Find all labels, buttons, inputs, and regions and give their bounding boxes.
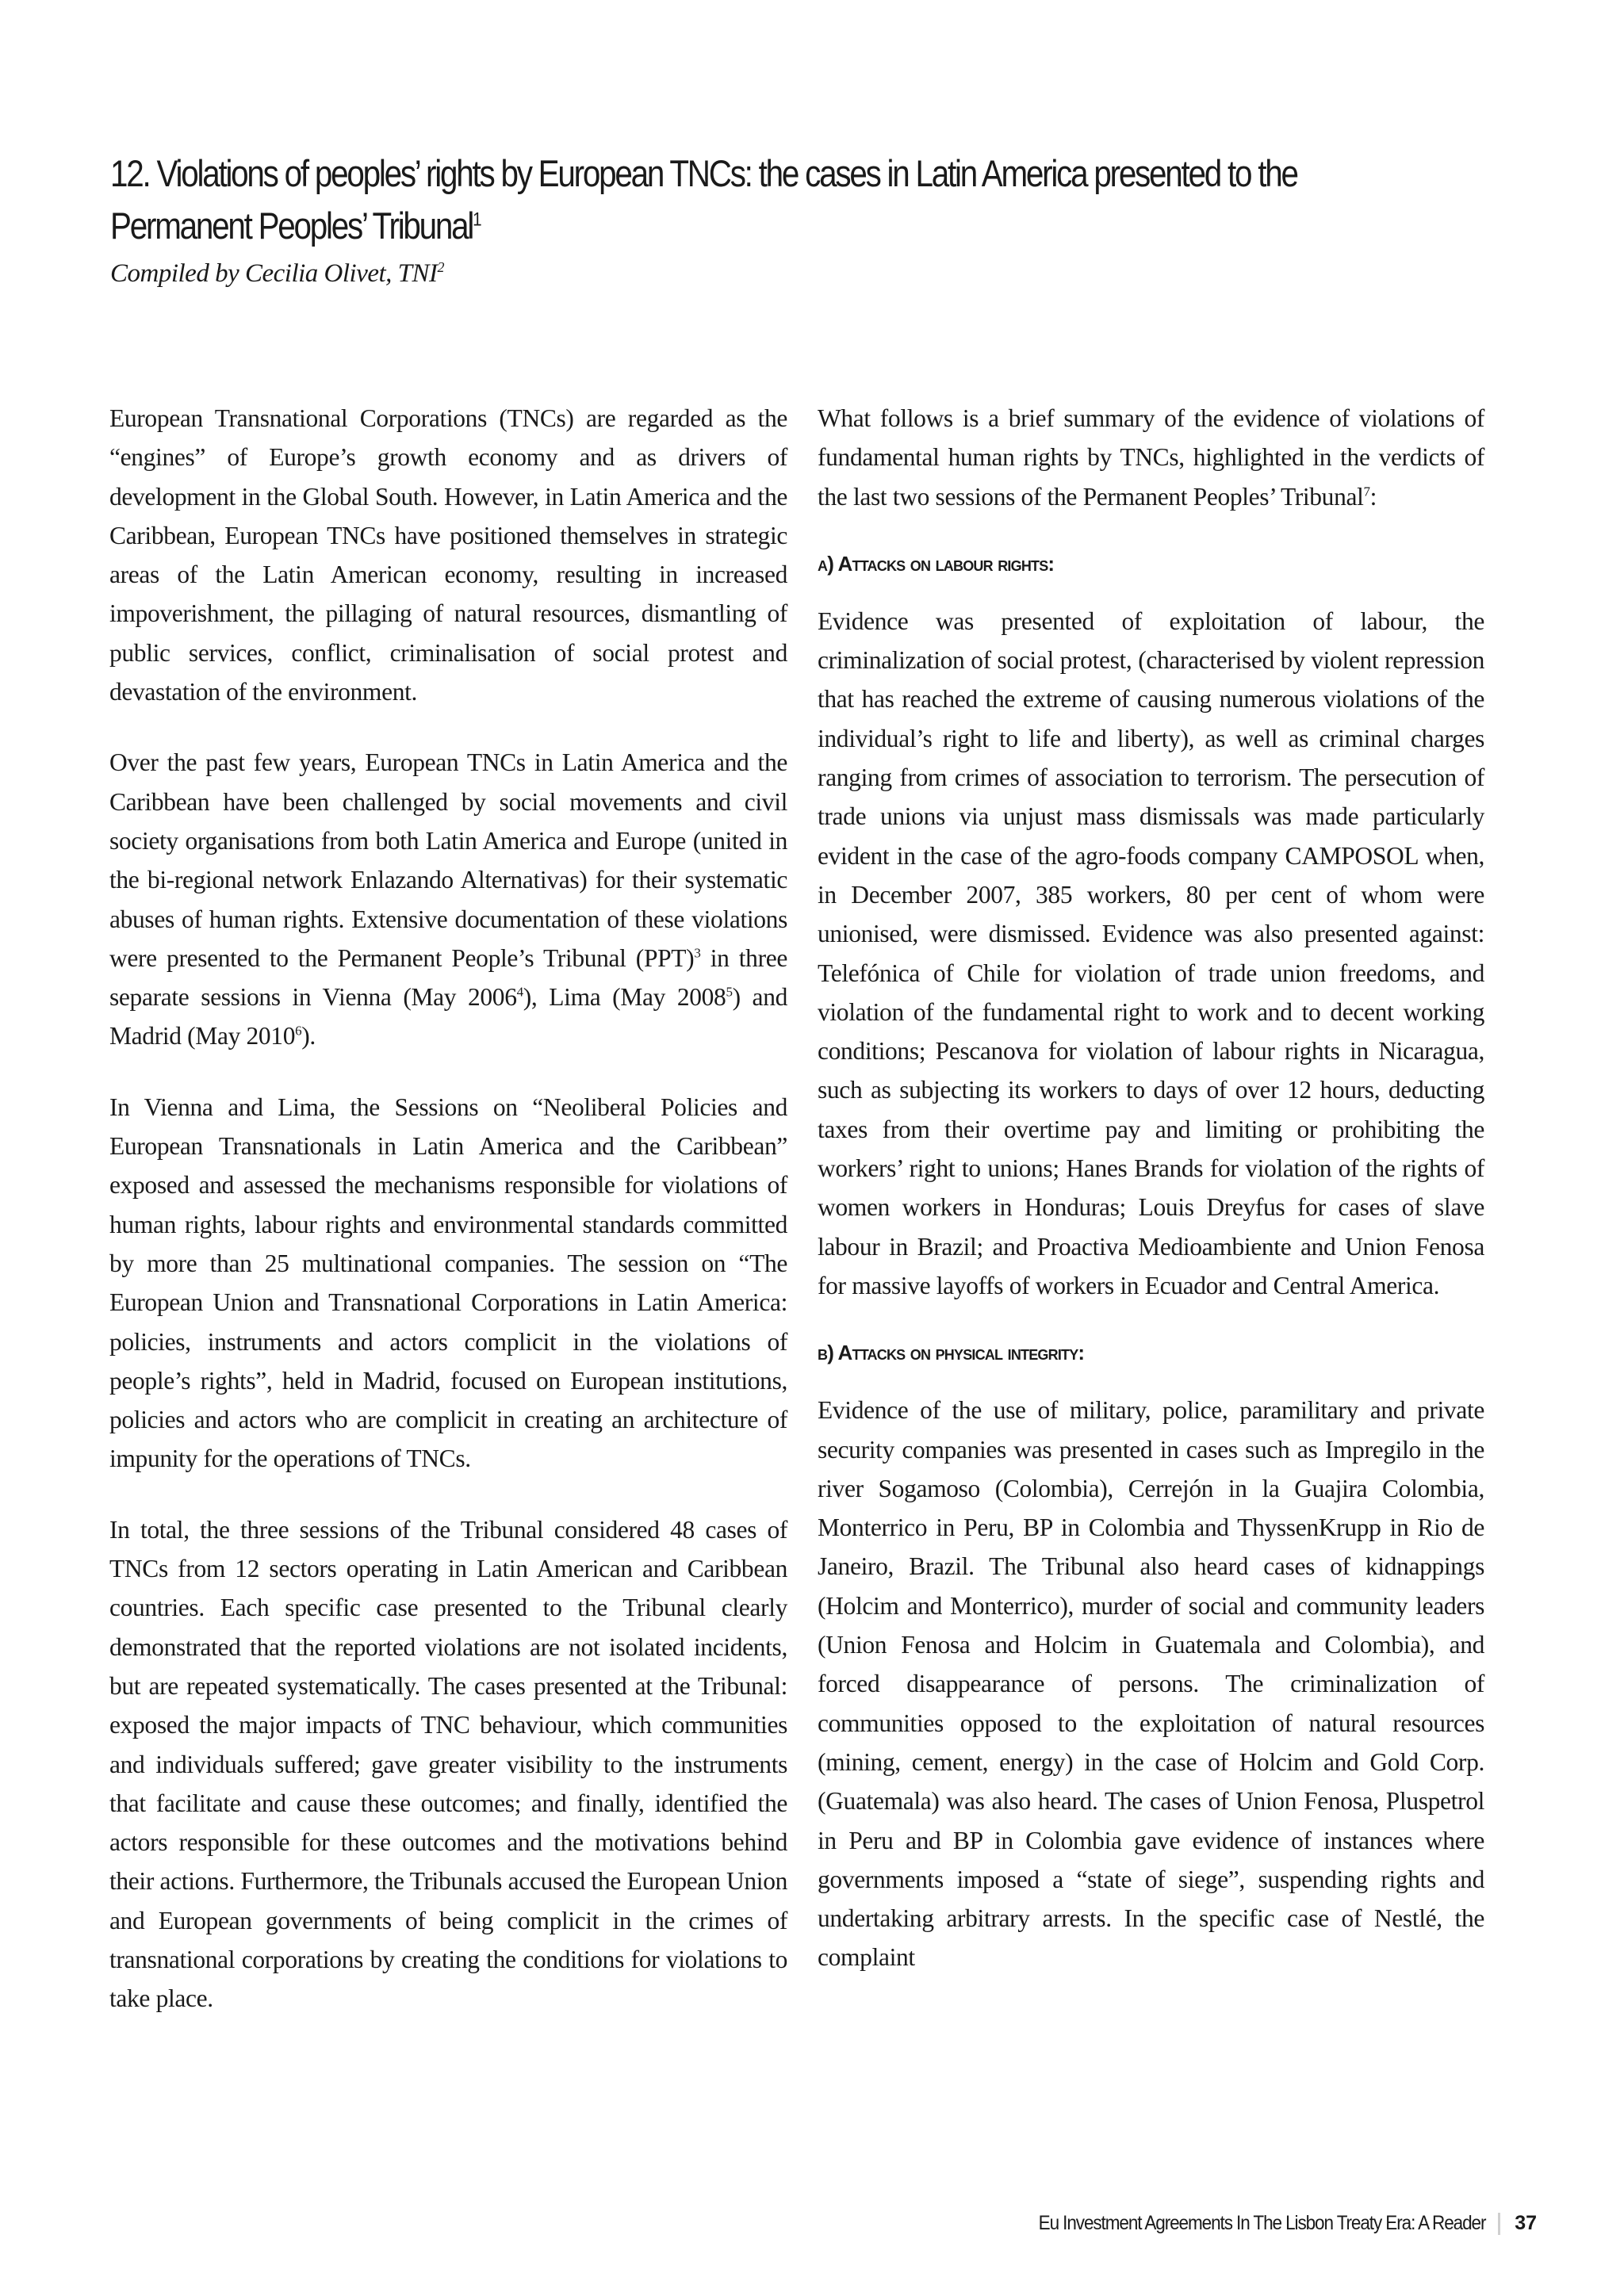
left-column <box>109 399 787 2050</box>
footnote-ref-7[interactable]: 7 <box>1363 484 1370 499</box>
footer-book-title: Eu Investment Agreements In The Lisbon Treaty Era: A Reader <box>1038 2212 1486 2234</box>
paragraph-challenges <box>109 743 787 1055</box>
footnote-ref-6[interactable]: 6 <box>295 1023 302 1039</box>
paragraph-intro: European Transnational Corporations (TNCs) are regarded as the “engines” of Europe’s growth economy and as drivers of development in the Global South. However, in Latin America and the Caribbean, European TNCs have positioned themselves in strategic areas of the Latin American economy, resulting in increased impoverishment, the pillaging of natural resources, dismantling of public services, conflict, criminalisation of social protest and devastation of the environment. <box>109 404 787 706</box>
byline <box>110 257 1506 290</box>
page-number: 37 <box>1515 2212 1537 2234</box>
right-column <box>818 399 1484 2009</box>
paragraph-text: ). <box>301 1022 316 1050</box>
paragraph-physical-integrity: Evidence of the use of military, police, paramilitary and private security companies was presented in cases such as Impregilo in the river Sogamoso (Colombia), Cerrejón in la Guajira Colombia, Monterrico in Peru, BP in Colombia and ThyssenKrupp in Rio de Janeiro, Brazil. The Tribunal also heard cases of kidnappings (Holcim and Monterrico), murder of social and community leaders (Union Fenosa and Holcim in Guatemala and Colombia), and forced disappearance of persons. The criminalization of communities opposed to the exploitation of natural resources (mining, cement, energy) in the case of Holcim and Gold Corp. (Guatemala) was also heard. The cases of Union Fenosa, Pluspetrol in Peru and BP in Colombia gave evidence of instances where governments imposed a “state of siege”, suspending rights and undertaking arbitrary arrests. In the specific case of Nestlé, the complaint <box>818 1396 1484 1972</box>
page-footer <box>989 2212 1537 2235</box>
chapter-title-line1: 12. Violations of peoples’ rights by European TNCs: the cases in Latin America presented to the <box>110 152 1297 194</box>
paragraph-summary-intro <box>818 399 1484 516</box>
byline-text: Compiled by Cecilia Olivet, TNI <box>110 259 438 288</box>
paragraph-text: : <box>1369 482 1377 511</box>
paragraph-labour-rights: Evidence was presented of exploitation of labour, the criminalization of social protest, (characterised by violent repression that has reached the extreme of causing numerous violations of the individual’s right to life and liberty), as well as criminal charges ranging from crimes of association to terrorism. The persecution of trade unions via unjust mass dismissals was made particularly evident in the case of the agro-foods company CAMPOSOL when, in December 2007, 385 workers, 80 per cent of whom were unionised, were dismissed. Evidence was also presented against: Telefónica of Chile for violation of trade union freedoms, and violation of the fundamental right to work and to decent working conditions; Pescanova for violation of labour rights in Nicaragua, such as subjecting its workers to days of over 12 hours, deducting taxes from their overtime pay and limiting or prohibiting the workers’ right to unions; Hanes Brands for violation of the rights of women workers in Honduras; Louis Dreyfus for cases of slave labour in Brazil; and Proactiva Medioambiente and Union Fenosa for massive layoffs of workers in Ecuador and Central America. <box>818 607 1484 1299</box>
chapter-title-line2: Permanent Peoples’ Tribunal <box>110 205 473 247</box>
section-heading-physical-integrity: b) Attacks on physical integrity: <box>818 1341 1085 1365</box>
chapter-header <box>110 147 1506 290</box>
footnote-ref-1[interactable]: 1 <box>473 209 481 231</box>
footnote-ref-4[interactable]: 4 <box>516 984 523 1000</box>
section-heading-labour-rights: a) Attacks on labour rights: <box>818 551 1055 576</box>
footnote-ref-5[interactable]: 5 <box>726 984 733 1000</box>
paragraph-text: Over the past few years, European TNCs in Latin America and the Caribbean have been challenged by social movements and civil society organisations from both Latin America and Europe (united in the bi-regional network Enlazando Alternativas) for their systematic abuses of human rights. Extensive documentation of these violations were presented to the Permanent People’s Tribunal (PPT) <box>109 748 787 972</box>
chapter-title <box>110 147 1406 252</box>
paragraph-text: in three separate sessions in Vienna (May 2006 <box>109 943 787 1012</box>
paragraph-text: What follows is a brief summary of the evidence of violations of fundamental human rights by TNCs, highlighted in the verdicts of the last two sessions of the Permanent Peoples’ Tribunal <box>818 404 1484 511</box>
paragraph-total-cases: In total, the three sessions of the Tribunal considered 48 cases of TNCs from 12 sectors operating in Latin American and Caribbean countries. Each specific case presented to the Tribunal clearly demonstrated that the reported violations are not isolated incidents, but are repeated systematically. The cases presented at the Tribunal: exposed the major impacts of TNC behaviour, which communities and individuals suffered; gave greater visibility to the instruments that facilitate and cause these outcomes; and finally, identified the actors responsible for these outcomes and the motivations behind their actions. Furthermore, the Tribunals accused the European Union and European governments of being complicit in the crimes of transnational corporations by creating the conditions for violations to take place. <box>109 1515 787 2013</box>
paragraph-sessions: In Vienna and Lima, the Sessions on “Neoliberal Policies and European Transnationals in Latin America and the Caribbean” exposed and assessed the mechanisms responsible for violations of human rights, labour rights and environmental standards committed by more than 25 multinational companies. The session on “The European Union and Transnational Corporations in Latin America: policies, instruments and actors complicit in the violations of people’s rights”, held in Madrid, focused on European institutions, policies and actors who are complicit in creating an architecture of impunity for the operations of TNCs. <box>109 1093 787 1473</box>
footnote-ref-3[interactable]: 3 <box>694 945 701 961</box>
footnote-ref-2[interactable]: 2 <box>437 259 445 275</box>
paragraph-text: ) and Madrid (May 2010 <box>109 983 787 1050</box>
paragraph-text: ), Lima (May 2008 <box>523 983 726 1012</box>
footer-separator <box>1498 2213 1500 2235</box>
